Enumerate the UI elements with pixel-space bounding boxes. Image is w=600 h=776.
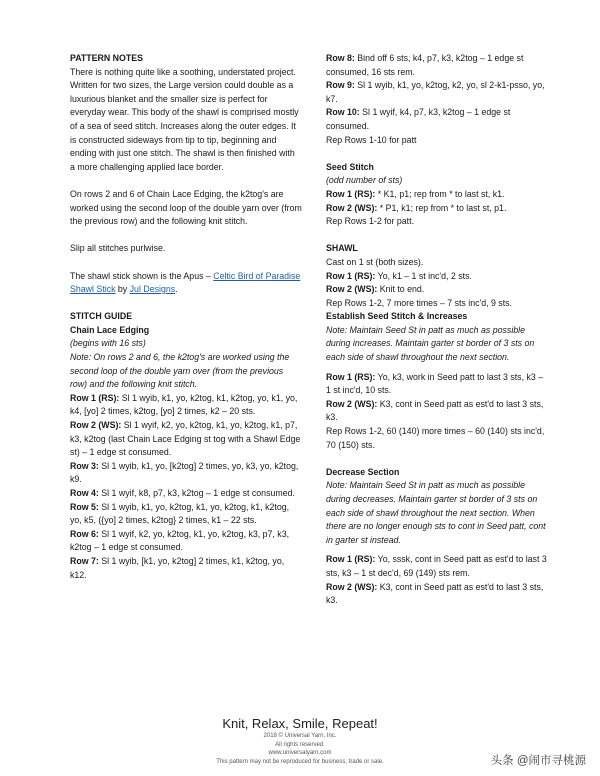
footer-website[interactable]: www.universalyarn.com	[268, 750, 332, 756]
establish-row	[326, 398, 548, 425]
row-label: Row 2 (WS):	[326, 202, 378, 213]
chain-row	[70, 392, 302, 419]
rep-rows-note: Rep Rows 1-10 for patt	[326, 134, 417, 145]
row-label: Row 1 (RS):	[326, 270, 376, 281]
row-text: Sl 1 wyif, k2, yo, k2tog, k1, yo, k2tog, k3, p7, k3, k2tog – 1 edge st consumed.	[70, 528, 290, 553]
row-label: Row 2 (WS):	[326, 284, 378, 295]
rows-note: On rows 2 and 6 of Chain Lace Edging, the k2tog's are worked using the second loop of the double yarn over (from the previous row) and the following knit stitch.	[70, 188, 302, 227]
decrease-row	[326, 581, 548, 608]
shawl-heading: SHAWL	[326, 243, 358, 254]
shawl-stick-by: by	[115, 284, 130, 295]
chain-row	[70, 501, 302, 528]
row-text: Yo, k3, work in Seed patt to last 3 sts, k3 – 1 st inc'd, 10 sts.	[326, 371, 544, 396]
row-text: Sl 1 wyif, k2, yo, k2tog, k1, yo, k2tog, k1, p7, k3, k2tog (last Chain Lace Edging st tog with a Shawl Edge st) – 1 edge st consumed.	[70, 420, 301, 458]
row-label: Row 6:	[70, 528, 99, 539]
row-label: Row 3:	[70, 460, 99, 471]
chain-row	[326, 106, 548, 133]
seed-row	[326, 188, 548, 202]
row-label: Row 2 (WS):	[326, 398, 378, 409]
row-label: Row 10:	[326, 107, 360, 118]
shawl-stick-link[interactable]: Celtic Bird of Paradise Shawl Stick	[70, 270, 301, 295]
row-text: Sl 1 wyib, k1, yo, [k2tog] 2 times, yo, k3, yo, k2tog, k9.	[70, 460, 299, 485]
shawl-row	[326, 270, 548, 284]
row-text: * P1, k1; rep from * to last st, p1.	[377, 202, 507, 213]
establish-row	[326, 371, 548, 398]
row-text: Yo, sssk, cont in Seed patt as est'd to last 3 sts, k3 – 1 st dec'd, 69 (149) sts rem.	[326, 554, 547, 578]
row-text: * K1, p1; rep from * to last st, k1.	[375, 188, 505, 199]
shawl-stick-prefix: The shawl stick shown is the Apus –	[70, 270, 214, 281]
decrease-heading: Decrease Section	[326, 466, 400, 477]
row-label: Row 2 (WS):	[326, 581, 378, 592]
establish-rep-note: Rep Rows 1-2, 60 (140) more times – 60 (140) sts inc'd, 70 (150) sts.	[326, 426, 545, 450]
chain-lace-heading: Chain Lace Edging	[70, 324, 150, 335]
watermark-text: 头条 @闹市寻桃源	[490, 755, 586, 767]
chain-row	[326, 79, 548, 106]
row-text: Yo, k1 – 1 st inc'd, 2 sts.	[375, 270, 472, 281]
establish-heading: Establish Seed Stitch & Increases	[326, 311, 468, 322]
row-label: Row 1 (RS):	[326, 188, 376, 199]
row-text: Knit to end.	[377, 284, 425, 295]
chain-row	[70, 460, 302, 487]
row-text: Bind off 6 sts, k4, p7, k3, k2tog – 1 edge st consumed, 16 sts rem.	[326, 53, 524, 77]
row-text: K3, cont in Seed patt as est'd to last 3 sts, k3.	[326, 581, 544, 606]
chain-row	[70, 419, 302, 460]
row-text: Sl 1 wyib, k1, yo, k2tog, k2, yo, sl 2-k1-psso, yo, k7.	[326, 80, 545, 104]
shawl-stick-note	[70, 270, 302, 297]
decrease-row	[326, 553, 548, 580]
row-text: Sl 1 wyib, [k1, yo, k2tog] 2 times, k1, k2tog, yo, k12.	[70, 555, 285, 580]
slip-note: Slip all stitches purlwise.	[70, 243, 166, 254]
chain-row	[70, 487, 302, 501]
row-label: Row 1 (RS):	[326, 371, 376, 382]
row-text: Sl 1 wyif, k8, p7, k3, k2tog – 1 edge st consumed.	[98, 488, 295, 498]
chain-row	[326, 52, 548, 79]
left-column	[70, 52, 302, 582]
chain-note: Note: On rows 2 and 6, the k2tog's are worked using the second loop of the double yarn over (from the previous row) and the following knit stitch.	[70, 352, 290, 390]
establish-note: Note: Maintain Seed St in patt as much as possible during increases. Maintain garter st border of 3 sts on each side of shawl throughout the next section.	[326, 324, 535, 363]
footer-disclaimer: This pattern may not be reproduced for business, trade or sale.	[216, 758, 384, 765]
pattern-notes-heading: PATTERN NOTES	[70, 53, 143, 63]
row-text: Sl 1 wyib, k1, yo, k2tog, k1, k2tog, yo, k1, yo, k4, [yo] 2 times, k2tog, [yo] 2 times, k2 – 20 sts.	[70, 392, 298, 417]
shawl-row	[326, 283, 548, 297]
footer-copyright: 2018 © Universal Yarn, Inc.	[263, 733, 337, 739]
row-label: Row 4:	[70, 488, 99, 498]
decrease-note: Note: Maintain Seed St in patt as much as possible during decreases. Maintain garter st border of 3 sts on each side of shawl throughout the next section. When there are no longer enough sts to cont in Seed patt, cont in garter st instead.	[326, 480, 546, 545]
row-label: Row 8:	[326, 53, 355, 63]
designer-link[interactable]: Jul Designs	[129, 284, 176, 295]
chain-row	[70, 528, 302, 555]
row-text: Sl 1 wyif, k4, p7, k3, k2tog – 1 edge st consumed.	[326, 107, 511, 131]
row-text: Sl 1 wyib, k1, yo, k2tog, k1, yo, k2tog, k1, k2tog, yo, k5, ({yo] 2 times, k2tog} 2 times, k1 – 22 sts.	[70, 501, 290, 526]
seed-rep-note: Rep Rows 1-2 for patt.	[326, 216, 415, 227]
stitch-guide-heading: STITCH GUIDE	[70, 311, 133, 322]
seed-stitch-note: (odd number of sts)	[326, 175, 403, 186]
row-label: Row 2 (WS):	[70, 420, 122, 431]
shawl-rep-note: Rep Rows 1-2, 7 more times – 7 sts inc'd, 9 sts.	[326, 297, 512, 308]
chain-row	[70, 555, 302, 582]
row-label: Row 1 (RS):	[326, 554, 376, 565]
shawl-stick-suffix: .	[175, 284, 178, 295]
footer-rights: All rights reserved.	[275, 741, 325, 748]
pattern-notes-body: There is nothing quite like a soothing, understated project. Written for two sizes, the Large version could double as a luxurious blanket and the smaller size is perfect for everyday wear. This body of the shawl is comprised mostly of a sea of seed stitch. Increases along the outer edges. It is constructed sideways from tip to tip, beginning and ending with just one stitch. The shawl is then finished with a more challenging applied lace border.	[70, 66, 299, 172]
chain-begins-note: (begins with 16 sts)	[70, 338, 146, 349]
footer-tagline: Knit, Relax, Smile, Repeat!	[222, 716, 378, 731]
row-label: Row 9:	[326, 80, 355, 91]
row-label: Row 5:	[70, 501, 99, 512]
row-text: K3, cont in Seed patt as est'd to last 3 sts, k3.	[326, 398, 544, 423]
row-label: Row 1 (RS):	[70, 392, 120, 403]
row-label: Row 7:	[70, 555, 99, 566]
watermark	[491, 752, 586, 768]
seed-stitch-heading: Seed Stitch	[326, 161, 374, 172]
right-column	[326, 52, 548, 608]
cast-on-note: Cast on 1 st (both sizes).	[326, 256, 424, 267]
seed-row	[326, 202, 548, 216]
